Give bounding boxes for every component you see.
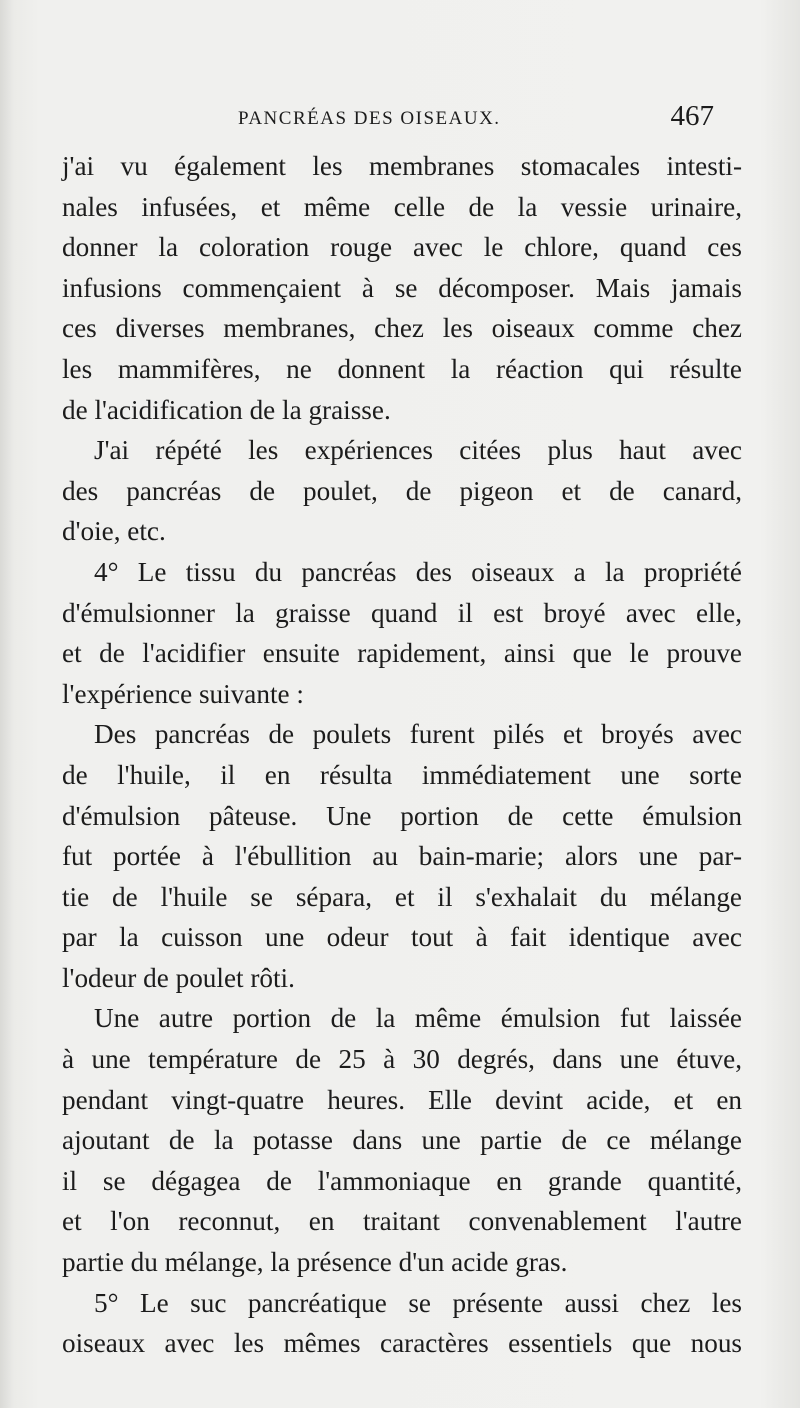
paragraph — [62, 146, 742, 430]
page-header — [62, 100, 714, 140]
text-line: de l'acidification de la graisse. — [62, 394, 391, 425]
text-line: l'odeur de poulet rôti. — [62, 962, 295, 993]
text-line: Des pancréas de poulets furent pilés et broyés avec — [94, 719, 742, 750]
page-number: 467 — [670, 100, 714, 132]
body-text — [62, 146, 742, 1364]
text-line: nales infusées, et même celle de la vessie urinaire, — [62, 191, 742, 222]
text-line: d'émulsionner la graisse quand il est broyé avec elle, — [62, 597, 742, 628]
text-line: 4° Le tissu du pancréas des oiseaux a la propriété — [94, 556, 742, 587]
text-line: les mammifères, ne donnent la réaction qui résulte — [62, 353, 742, 384]
text-line: ces diverses membranes, chez les oiseaux comme chez — [62, 313, 742, 344]
text-line: des pancréas de poulet, de pigeon et de canard, — [62, 475, 742, 506]
paragraph — [62, 998, 742, 1282]
text-line: à une température de 25 à 30 degrés, dans une étuve, — [62, 1044, 742, 1075]
text-line: et de l'acidifier ensuite rapidement, ainsi que le prouve — [62, 638, 742, 669]
text-line: Une autre portion de la même émulsion fut laissée — [94, 1003, 742, 1034]
text-line: tie de l'huile se sépara, et il s'exhalait du mélange — [62, 881, 742, 912]
text-line: oiseaux avec les mêmes caractères essentiels que nous — [62, 1328, 742, 1359]
text-line: J'ai répété les expériences citées plus haut avec — [94, 435, 742, 466]
text-line: donner la coloration rouge avec le chlore, quand ces — [62, 232, 742, 263]
text-line: pendant vingt-quatre heures. Elle devint acide, et en — [62, 1084, 742, 1115]
running-title: PANCRÉAS DES OISEAUX. — [238, 108, 501, 129]
paragraph — [62, 714, 742, 998]
paragraph — [62, 430, 742, 552]
text-line: de l'huile, il en résulta immédiatement une sorte — [62, 759, 742, 790]
paragraph — [62, 552, 742, 714]
text-line: partie du mélange, la présence d'un acide gras. — [62, 1247, 568, 1278]
text-line: j'ai vu également les membranes stomacales intesti- — [62, 151, 742, 181]
text-line: d'oie, etc. — [62, 516, 166, 547]
text-line: ajoutant de la potasse dans une partie de ce mélange — [62, 1125, 742, 1156]
text-line: infusions commençaient à se décomposer. Mais jamais — [62, 272, 742, 303]
text-line: 5° Le suc pancréatique se présente aussi chez les — [94, 1287, 742, 1318]
text-line: il se dégagea de l'ammoniaque en grande quantité, — [62, 1165, 742, 1196]
text-line: fut portée à l'ébullition au bain-marie; alors une par- — [62, 841, 742, 872]
text-line: d'émulsion pâteuse. Une portion de cette émulsion — [62, 800, 742, 831]
paragraph — [62, 1283, 742, 1364]
text-line: et l'on reconnut, en traitant convenablement l'autre — [62, 1206, 742, 1237]
text-line: l'expérience suivante : — [62, 678, 304, 709]
text-line: par la cuisson une odeur tout à fait identique avec — [62, 922, 742, 953]
